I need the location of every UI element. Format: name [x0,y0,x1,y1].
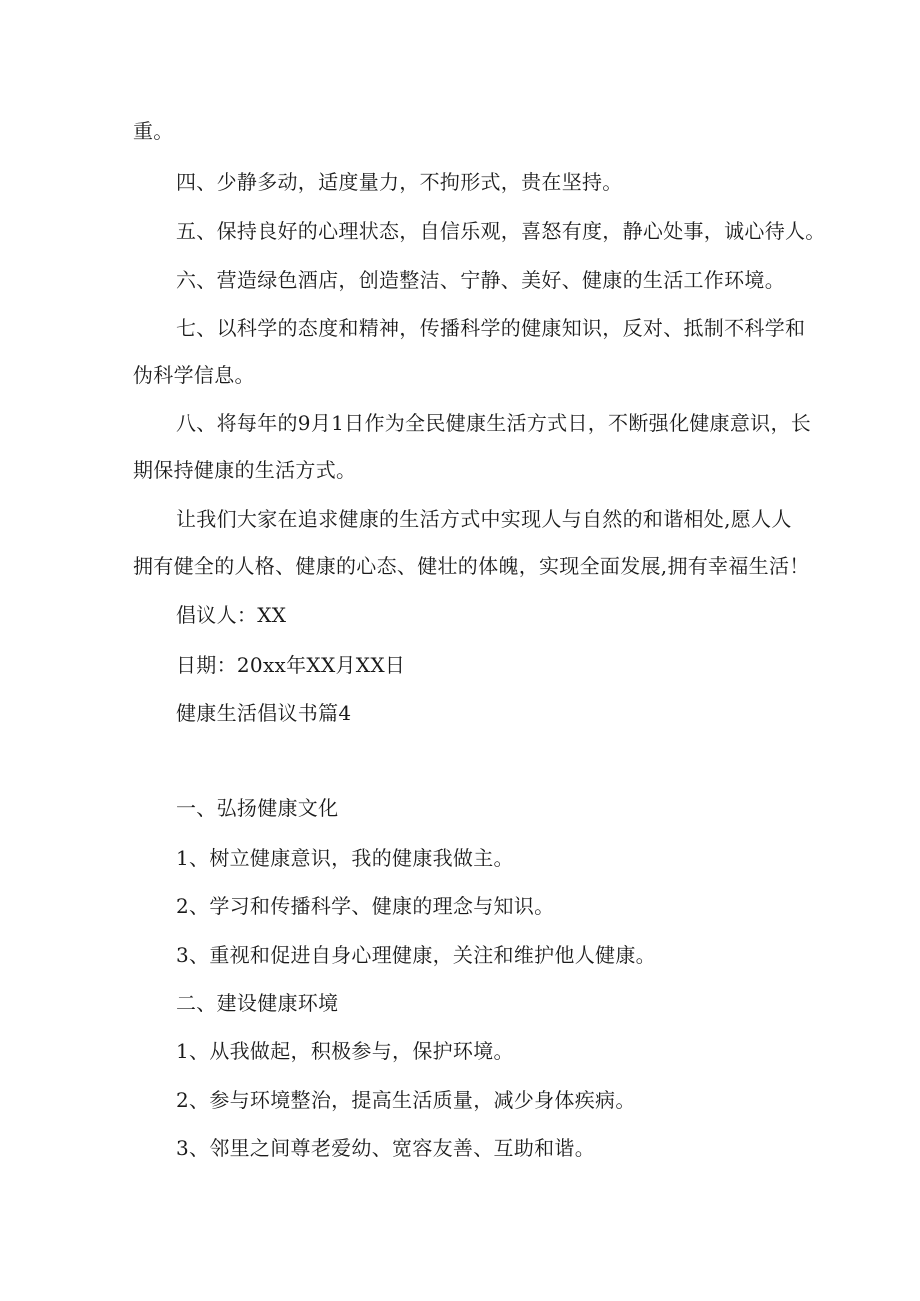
text-line: 1、树立健康意识，我的健康我做主。 [176,846,514,870]
text-line: 2、学习和传播科学、健康的理念与知识。 [176,894,555,918]
text-line: 五、保持良好的心理状态，自信乐观，喜怒有度，静心处事，诚心待人。 [176,219,826,243]
text-line: 让我们大家在追求健康的生活方式中实现人与自然的和谐相处,愿人人 [176,507,792,531]
section-heading: 健康生活倡议书篇4 [176,701,352,725]
text-line: 六、营造绿色酒店，创造整洁、宁静、美好、健康的生活工作环境。 [176,268,785,292]
text-line: 3、邻里之间尊老爱幼、宽容友善、互助和谐。 [176,1136,596,1160]
text-line: 1、从我做起，积极参与，保护环境。 [176,1039,514,1063]
text-line: 七、以科学的态度和精神，传播科学的健康知识，反对、抵制不科学和 [176,316,806,340]
text-line: 期保持健康的生活方式。 [133,458,357,482]
text-line: 四、少静多动，适度量力，不拘形式，贵在坚持。 [176,170,623,194]
text-line: 伪科学信息。 [133,363,255,387]
text-line: 拥有健全的人格、健康的心态、健壮的体魄，实现全面发展,拥有幸福生活！ [133,554,810,578]
text-line: 3、重视和促进自身心理健康，关注和维护他人健康。 [176,943,656,967]
text-line: 重。 [133,119,174,143]
text-line: 一、弘扬健康文化 [176,796,339,820]
text-line: 二、建设健康环境 [176,991,339,1015]
text-line: 2、参与环境整治，提高生活质量，减少身体疾病。 [176,1088,636,1112]
text-line: 八、将每年的9月1日作为全民健康生活方式日，不断强化健康意识，长 [176,411,812,435]
text-line: 日期：20xx年XX月XX日 [176,653,406,677]
text-line: 倡议人：XX [176,603,287,627]
